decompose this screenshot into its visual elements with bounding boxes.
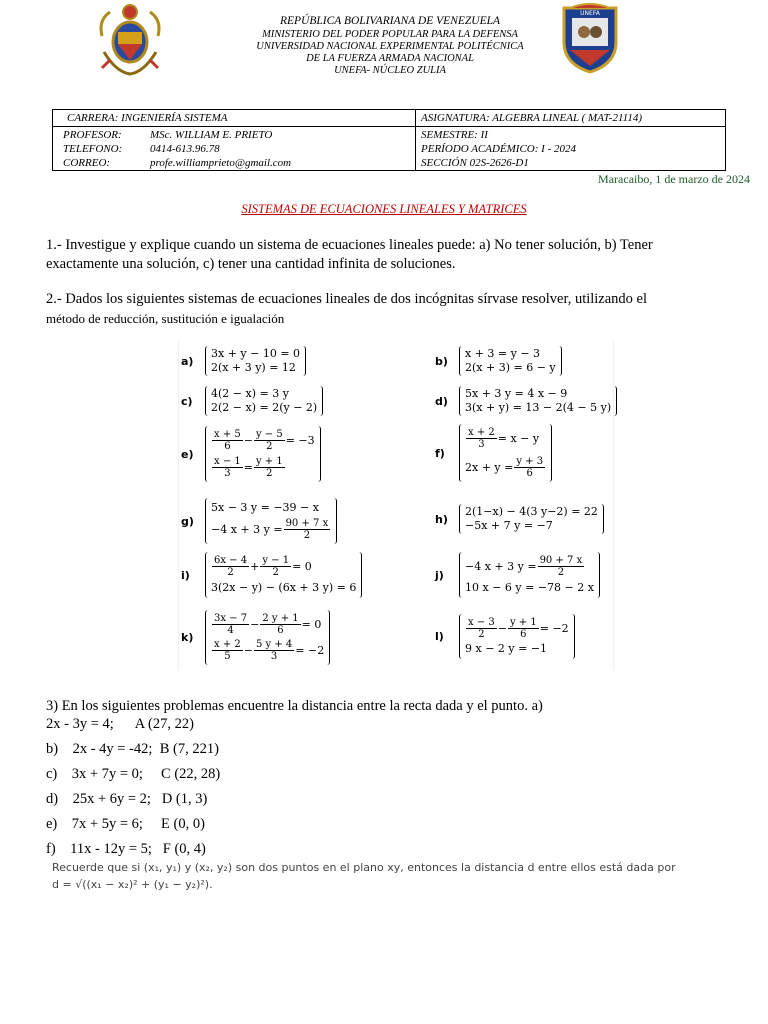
system-label: k) xyxy=(181,631,194,644)
system-brace xyxy=(205,426,321,482)
distance-formula: d = √((x₁ − x₂)² + (y₁ − y₂)²). xyxy=(52,878,213,891)
equation-row: 10 x − 6 y = −78 − 2 x xyxy=(465,581,594,594)
fraction xyxy=(212,456,243,479)
equation-row: 3(x + y) = 13 − 2(4 − 5 y) xyxy=(465,401,612,414)
lhs: 2x + y = xyxy=(465,460,514,474)
fraction xyxy=(260,555,291,578)
periodo: PERÍODO ACADÉMICO: I - 2024 xyxy=(421,143,576,155)
equation-row: 5x + 3 y = 4 x − 9 xyxy=(465,387,568,400)
fraction xyxy=(212,429,243,452)
question-3-item-d: d) 25x + 6y = 2; D (1, 3) xyxy=(46,791,208,807)
document-date: Maracaibo, 1 de marzo de 2024 xyxy=(598,172,750,186)
system-brace xyxy=(205,552,362,598)
operator: − xyxy=(250,617,260,631)
header-line-1: REPÚBLICA BOLIVARIANA DE VENEZUELA xyxy=(279,15,501,27)
rhs: = 0 xyxy=(301,617,322,631)
numerator: y + 1 xyxy=(255,456,283,467)
fraction xyxy=(284,518,331,541)
system-brace xyxy=(205,498,337,544)
numerator: 6x − 4 xyxy=(214,555,248,566)
system-brace xyxy=(459,386,617,416)
question-2-line-2-wrap xyxy=(46,309,726,329)
system-h xyxy=(435,504,604,534)
system-label: h) xyxy=(435,512,448,526)
equation-row: −5x + 7 y = −7 xyxy=(465,519,553,532)
system-label: d) xyxy=(435,394,448,408)
denominator: 6 xyxy=(526,468,533,479)
rhs: = 0 xyxy=(292,559,312,573)
numerator: 2 y + 1 xyxy=(262,613,299,624)
equation-row xyxy=(211,429,315,452)
denominator: 3 xyxy=(478,439,485,450)
correo-label: CORREO: xyxy=(63,157,111,169)
system-brace xyxy=(459,504,604,534)
numerator: y + 3 xyxy=(516,456,544,467)
system-label: a) xyxy=(181,354,194,368)
denominator: 6 xyxy=(277,625,284,636)
numerator: y − 1 xyxy=(262,555,290,566)
denominator: 5 xyxy=(224,651,231,662)
fraction xyxy=(508,617,539,640)
fraction xyxy=(260,613,300,636)
numerator: x − 3 xyxy=(468,617,495,628)
system-brace xyxy=(459,614,575,659)
equation-row: 5x − 3 y = −39 − x xyxy=(211,501,319,514)
equation-row xyxy=(465,617,569,640)
system-label: e) xyxy=(181,447,194,461)
operator: = xyxy=(243,460,253,474)
denominator: 3 xyxy=(270,651,278,662)
fraction xyxy=(254,639,294,662)
equation-row xyxy=(211,613,324,636)
header-line-2: MINISTERIO DEL PODER POPULAR PARA LA DEFENSA xyxy=(262,29,518,40)
denominator: 2 xyxy=(266,468,273,479)
header-line-4: DE LA FUERZA ARMADA NACIONAL xyxy=(306,53,474,64)
denominator: 6 xyxy=(520,629,527,640)
numerator: y + 1 xyxy=(509,617,537,628)
numerator: 90 + 7 x xyxy=(539,555,583,566)
telefono-value: 0414-613.96.78 xyxy=(150,143,220,155)
question-3-item-b: b) 2x - 4y = -42; B (7, 221) xyxy=(46,741,219,757)
denominator: 4 xyxy=(227,625,234,636)
question-3-item-f: f) 11x - 12y = 5; F (0, 4) xyxy=(46,841,206,857)
fraction xyxy=(514,456,545,479)
system-label: i) xyxy=(181,568,190,582)
equation-row: 4(2 − x) = 3 y xyxy=(211,387,289,400)
system-label: c) xyxy=(181,394,193,408)
question-3-intro: 3) En los siguientes problemas encuentre la distancia entre la recta dada y el punto. a) xyxy=(46,698,543,714)
system-j xyxy=(435,552,600,598)
rhs: = −2 xyxy=(539,621,569,635)
system-a xyxy=(181,346,306,376)
question-3-item-e: e) 7x + 5y = 6; E (0, 0) xyxy=(46,816,205,832)
system-brace xyxy=(205,610,330,665)
equation-row: 3(2x − y) − (6x + 3 y) = 6 xyxy=(211,581,357,594)
equation-row: 2(x + 3) = 6 − y xyxy=(465,361,556,374)
denominator: 6 xyxy=(224,441,231,452)
question-2-line-2: método de reducción, sustitución e igualación xyxy=(46,311,285,326)
semestre: SEMESTRE: II xyxy=(421,129,488,141)
seccion: SECCIÓN 02S-2626-D1 xyxy=(421,157,529,169)
equation-row xyxy=(465,555,594,578)
question-3-item-a: 2x - 3y = 4; A (27, 22) xyxy=(46,716,194,732)
denominator: 2 xyxy=(272,567,279,578)
profesor-value: MSc. WILLIAM E. PRIETO xyxy=(150,129,273,141)
system-label: l) xyxy=(435,630,444,643)
fraction xyxy=(254,429,285,452)
equation-row: x + 3 = y − 3 xyxy=(465,347,541,360)
equation-row xyxy=(465,427,546,450)
lhs: −4 x + 3 y = xyxy=(465,559,537,573)
numerator: x + 2 xyxy=(468,427,495,438)
crest-text: UNEFA xyxy=(580,10,600,17)
question-2-line-1: 2.- Dados los siguientes sistemas de ecuaciones lineales de dos incógnitas sírvase resolver, utilizando el xyxy=(46,291,648,307)
equation-row: 9 x − 2 y = −1 xyxy=(465,642,548,655)
equation-row xyxy=(211,639,324,662)
header-line-5: UNEFA- NÚCLEO ZULIA xyxy=(334,65,446,76)
numerator: 90 + 7 x xyxy=(285,518,329,529)
denominator: 2 xyxy=(557,567,565,578)
equation-row: 2(x + 3 y) = 12 xyxy=(211,361,296,374)
operator: + xyxy=(250,559,260,573)
system-i xyxy=(181,552,362,598)
fraction xyxy=(212,613,249,636)
denominator: 2 xyxy=(227,567,234,578)
equation-row xyxy=(465,456,546,479)
carrera: CARRERA: INGENIERÍA SISTEMA xyxy=(67,112,228,124)
fraction xyxy=(212,555,249,578)
system-f xyxy=(435,424,552,482)
equation-row xyxy=(211,518,331,541)
equation-row xyxy=(211,456,315,479)
lhs: −4 x + 3 y = xyxy=(211,522,283,536)
operator: − xyxy=(243,433,253,447)
system-label: f) xyxy=(435,446,445,460)
fraction xyxy=(254,456,285,479)
rhs: = x − y xyxy=(497,431,540,445)
system-k xyxy=(181,610,330,665)
profesor-label: PROFESOR: xyxy=(63,129,122,141)
equation-row: 3x + y − 10 = 0 xyxy=(211,347,301,360)
equation-row xyxy=(211,555,356,578)
ministry-crest-logo xyxy=(96,2,164,76)
equation-row: 2(2 − x) = 2(y − 2) xyxy=(211,401,318,414)
system-label: j) xyxy=(435,568,444,582)
fraction xyxy=(538,555,585,578)
system-brace xyxy=(459,552,600,598)
course-info-table xyxy=(52,109,726,171)
fraction xyxy=(212,639,243,662)
system-label: g) xyxy=(181,514,194,528)
system-e xyxy=(181,426,321,482)
numerator: x + 5 xyxy=(214,429,241,440)
operator: − xyxy=(243,643,253,657)
system-brace xyxy=(205,346,306,376)
denominator: 2 xyxy=(478,629,485,640)
system-d xyxy=(435,386,617,416)
system-brace xyxy=(459,346,562,376)
denominator: 2 xyxy=(266,441,273,452)
fraction xyxy=(466,427,497,450)
numerator: x + 2 xyxy=(214,639,241,650)
question-1: 1.- Investigue y explique cuando un sistema de ecuaciones lineales puede: a) No tener solución, b) Tener exactamente una solución, c) tener una cantidad infinita de soluciones. xyxy=(46,237,653,272)
fraction xyxy=(466,617,497,640)
telefono-label: TELEFONO: xyxy=(63,143,123,155)
numerator: y − 5 xyxy=(255,429,283,440)
header-line-3: UNIVERSIDAD NACIONAL EXPERIMENTAL POLITÉCNICA xyxy=(256,41,524,52)
correo-value: profe.williamprieto@gmail.com xyxy=(150,157,292,169)
system-c xyxy=(181,386,323,416)
equation-systems xyxy=(178,340,614,670)
distance-formula-note: Recuerde que si (x₁, y₁) y (x₂, y₂) son dos puntos en el plano xy, entonces la distancia d entre ellos está dada por xyxy=(52,861,676,874)
operator: − xyxy=(497,621,507,635)
numerator: x − 1 xyxy=(214,456,241,467)
denominator: 3 xyxy=(224,468,231,479)
asignatura: ASIGNATURA: ALGEBRA LINEAL ( MAT-21114) xyxy=(421,112,643,124)
system-label: b) xyxy=(435,354,448,368)
question-3-item-c: c) 3x + 7y = 0; C (22, 28) xyxy=(46,766,221,782)
system-b xyxy=(435,346,562,376)
system-g xyxy=(181,498,337,544)
system-brace xyxy=(459,424,552,482)
system-l xyxy=(435,614,575,659)
numerator: 5 y + 4 xyxy=(255,639,293,650)
denominator: 2 xyxy=(303,530,311,541)
equation-row: 2(1−x) − 4(3 y−2) = 22 xyxy=(465,505,598,518)
system-brace xyxy=(205,386,323,416)
rhs: = −3 xyxy=(285,433,315,447)
numerator: 3x − 7 xyxy=(214,613,248,624)
rhs: = −2 xyxy=(295,643,325,657)
document-title: SISTEMAS DE ECUACIONES LINEALES Y MATRICES xyxy=(241,202,527,216)
